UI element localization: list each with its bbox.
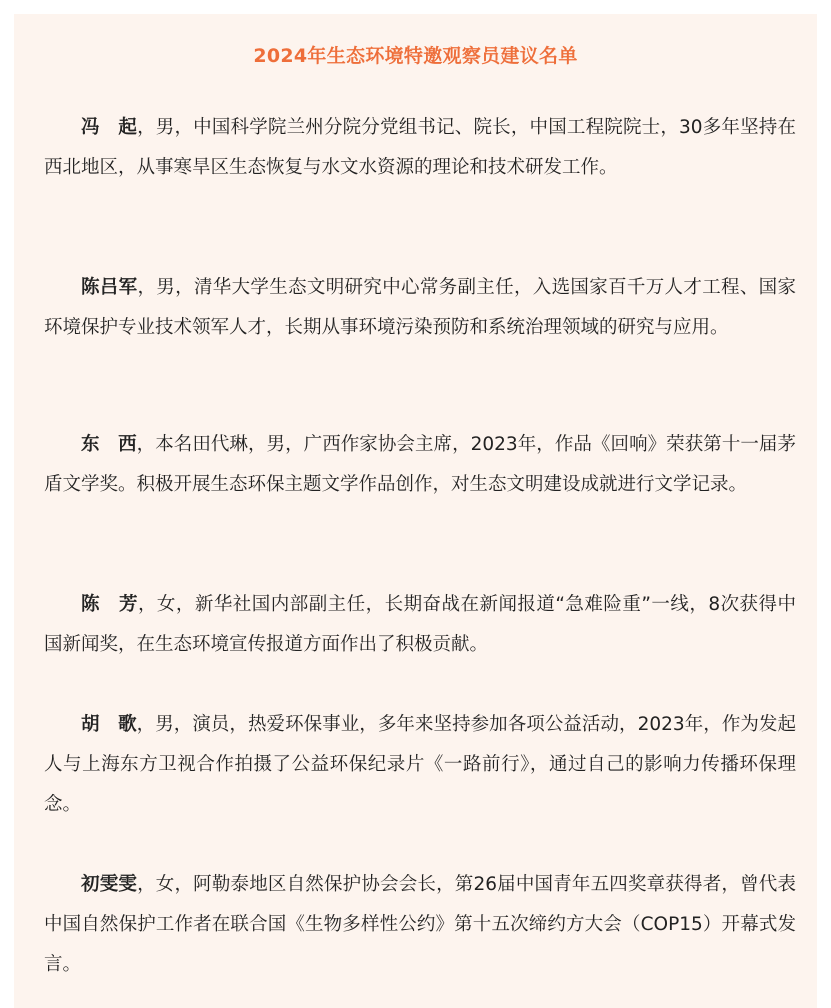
entry-text: ，男，清华大学生态文明研究中心常务副主任，入选国家百千万人才工程、国家环境保护专业技术领军人才，长期从事环境污染预防和系统治理领域的研究与应用。 [44,277,796,338]
entry-hu-ge [44,705,796,825]
entry-text: ，女，阿勒泰地区自然保护协会会长，第26届中国青年五四奖章获得者，曾代表中国自然保护工作者在联合国《生物多样性公约》第十五次缔约方大会（COP15）开幕式发言。 [44,874,796,975]
entry-feng-qi [44,108,796,188]
entry-chen-fang [44,585,796,665]
entry-text: ，男，演员，热爱环保事业，多年来坚持参加各项公益活动，2023年，作为发起人与上海东方卫视合作拍摄了公益环保纪录片《一路前行》，通过自己的影响力传播环保理念。 [44,714,796,815]
entry-text: ，男，中国科学院兰州分院分党组书记、院长，中国工程院院士，30多年坚持在西北地区，从事寒旱区生态恢复与水文水资源的理论和技术研发工作。 [44,117,796,178]
entry-name: 东 西 [81,434,137,455]
entry-name: 陈 芳 [81,594,138,615]
entry-name: 胡 歌 [81,714,137,735]
entry-chu-wenwen [44,865,796,985]
entry-name: 初雯雯 [81,874,138,895]
entry-chen-lvjun [44,268,796,348]
document-title: 2024年生态环境特邀观察员建议名单 [253,45,578,67]
document-sheet [14,14,817,1008]
entry-text: ，本名田代琳，男，广西作家协会主席，2023年，作品《回响》荣获第十一届茅盾文学奖。积极开展生态环保主题文学作品创作，对生态文明建设成就进行文学记录。 [44,434,796,495]
entry-dong-xi [44,425,796,505]
entry-name: 冯 起 [81,117,138,138]
entry-name: 陈吕军 [81,277,138,298]
entry-text: ，女，新华社国内部副主任，长期奋战在新闻报道“急难险重”一线，8次获得中国新闻奖，在生态环境宣传报道方面作出了积极贡献。 [44,594,796,655]
